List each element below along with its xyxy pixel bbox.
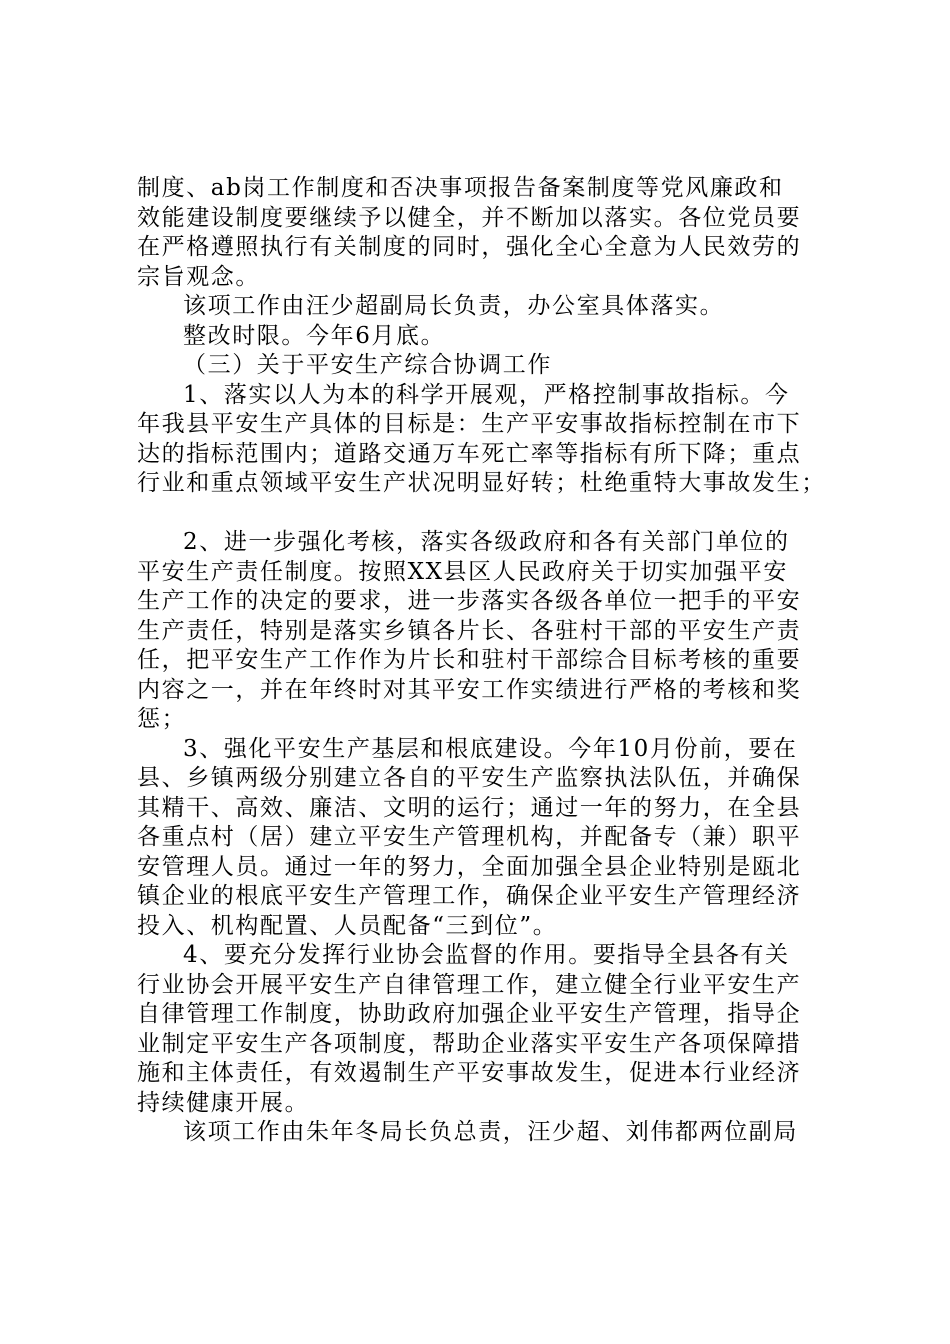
text-line-18: 惩；	[137, 706, 187, 732]
text-line-15: 生产责任，特别是落实乡镇各片长、各驻村干部的平安生产责	[137, 617, 802, 644]
text-line-19: 3、强化平安生产基层和根底建设。今年10月份前，要在	[183, 735, 798, 762]
text-line-16: 任，把平安生产工作作为片长和驻村干部综合目标考核的重要	[137, 647, 802, 673]
text-line-23: 安管理人员。通过一年的努力，全面加强全县企业特别是瓯北	[137, 853, 802, 880]
text-line-3: 在严格遵照执行有关制度的同时，强化全心全意为人民效劳的	[137, 234, 802, 260]
text-line-4: 宗旨观念。	[137, 263, 260, 290]
text-line-11: 行业和重点领域平安生产状况明显好转；杜绝重特大事故发生；	[137, 470, 826, 496]
text-line-32: 该项工作由朱年冬局长负总责，汪少超、刘伟都两位副局	[183, 1119, 798, 1145]
text-line-26: 4、要充分发挥行业协会监督的作用。要指导全县各有关	[183, 942, 790, 968]
text-line-24: 镇企业的根底平安生产管理工作，确保企业平安生产管理经济	[137, 883, 802, 909]
text-line-2: 效能建设制度要继续予以健全，并不断加以落实。各位党员要	[137, 204, 802, 231]
section-heading: （三）关于平安生产综合协调工作	[183, 352, 552, 378]
text-line-27: 行业协会开展平安生产自律管理工作，建立健全行业平安生产	[137, 971, 802, 998]
text-line-29: 业制定平安生产各项制度，帮助企业落实平安生产各项保障措	[137, 1030, 802, 1057]
text-line-31: 持续健康开展。	[137, 1089, 310, 1116]
text-line-21: 其精干、高效、廉洁、文明的运行；通过一年的努力，在全县	[137, 794, 802, 821]
text-line-30: 施和主体责任，有效遏制生产平安事故发生，促进本行业经济	[137, 1060, 802, 1086]
paragraph-gap	[137, 499, 837, 529]
text-line-1: 制度、ab岗工作制度和否决事项报告备案制度等党风廉政和	[137, 175, 784, 201]
text-line-5: 该项工作由汪少超副局长负责，办公室具体落实。	[183, 293, 725, 319]
text-line-13: 平安生产责任制度。按照XX县区人民政府关于切实加强平安	[137, 558, 788, 585]
text-line-20: 县、乡镇两级分别建立各自的平安生产监察执法队伍，并确保	[137, 765, 802, 791]
text-line-14: 生产工作的决定的要求，进一步落实各级各单位一把手的平安	[137, 588, 802, 614]
text-line-9: 年我县平安生产具体的目标是：生产平安事故指标控制在市下	[137, 411, 802, 437]
document-body	[137, 174, 837, 1148]
text-line-25: 投入、机构配置、人员配备“三到位”。	[137, 912, 558, 939]
text-line-17: 内容之一，并在年终时对其平安工作实绩进行严格的考核和奖	[137, 676, 802, 703]
text-line-22: 各重点村（居）建立平安生产管理机构，并配备专（兼）职平	[137, 824, 802, 850]
text-line-12: 2、进一步强化考核，落实各级政府和各有关部门单位的	[183, 529, 790, 555]
text-line-6: 整改时限。今年6月底。	[183, 322, 446, 349]
text-line-10: 达的指标范围内；道路交通万车死亡率等指标有所下降；重点	[137, 440, 802, 467]
text-line-28: 自律管理工作制度，协助政府加强企业平安生产管理，指导企	[137, 1001, 802, 1027]
text-line-8: 1、落实以人为本的科学开展观，严格控制事故指标。今	[183, 381, 790, 408]
